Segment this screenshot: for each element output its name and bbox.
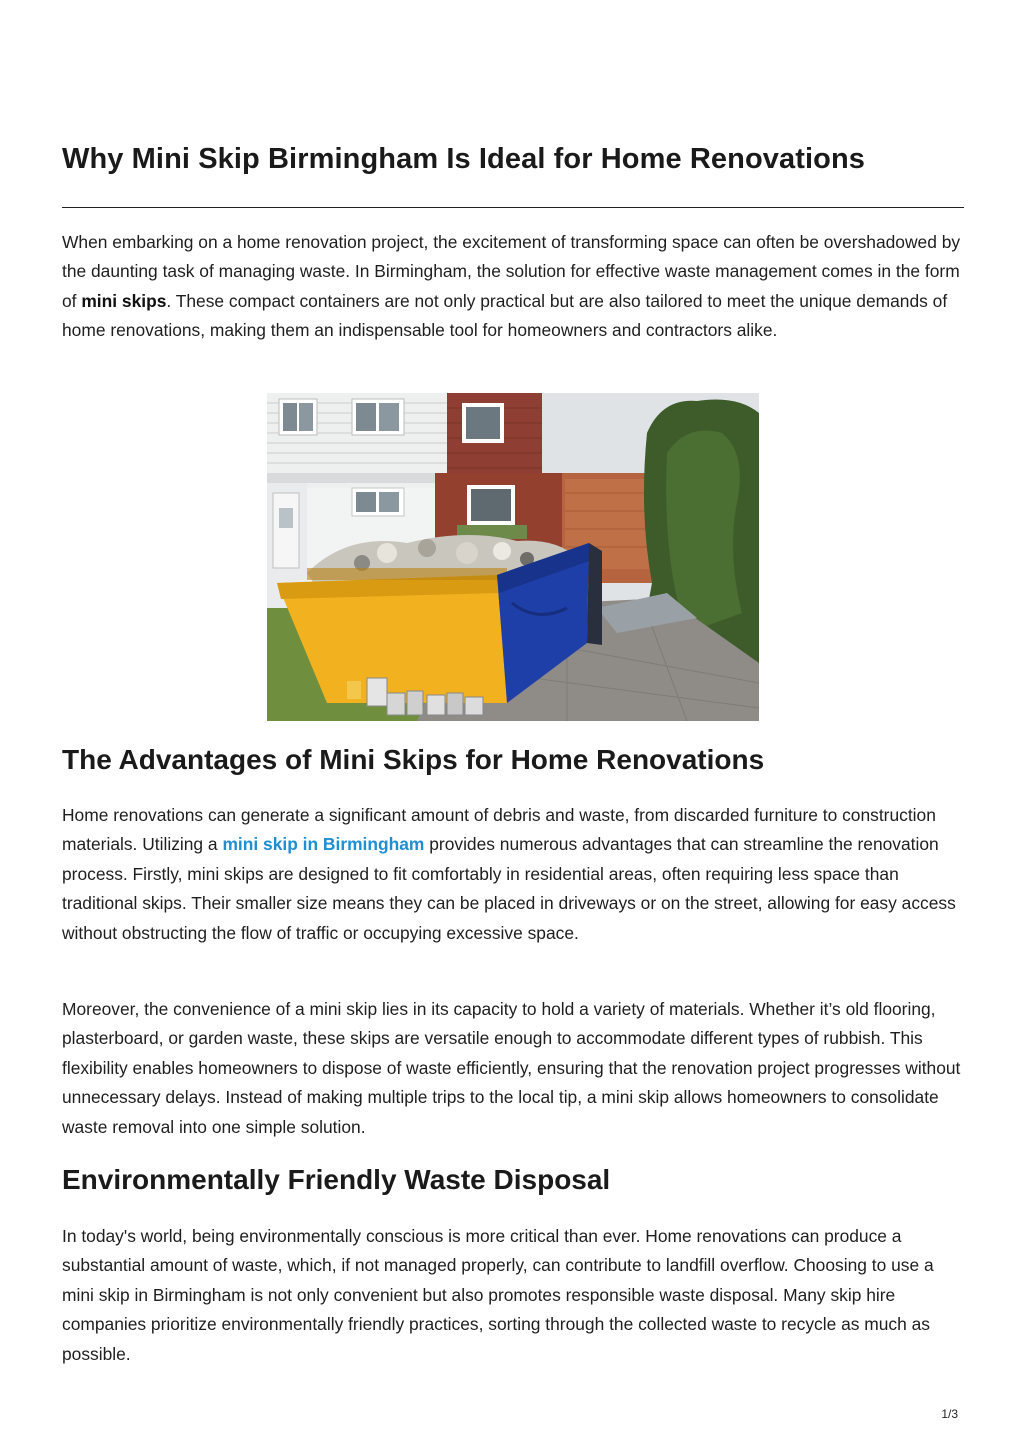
environment-paragraph: In today's world, being environmentally conscious is more critical than ever. Home renovations can produce a substantial amount of waste, which, if not managed properly, can contribute to landfill overflow. Choosing to use a mini skip in Birmingham is not only convenient but also promotes responsible waste disposal. Many skip hire companies prioritize environmentally friendly practices, sorting through the collected waste to recycle as much as possible. — [62, 1226, 934, 1364]
intro-block — [62, 228, 964, 346]
intro-text-start: When embarking on a home renovation project, the excitement of transforming space can often be overshadowed by the daunting task of managing waste. In Birmingham, the solution for effective waste management comes in the form of — [62, 232, 961, 311]
advantages-paragraph-1 — [62, 801, 964, 948]
intro-bold-mini-skips: mini skips — [81, 290, 167, 311]
advantages-paragraph-1-block — [62, 801, 964, 948]
intro-paragraph — [62, 228, 964, 346]
advantages-paragraph-2: Moreover, the convenience of a mini skip lies in its capacity to hold a variety of materials. Whether it’s old flooring, plasterboard, or garden waste, these skips are versatile enough to accommodate different types of rubbish. This flexibility enables homeowners to dispose of waste efficiently, ensuring that the renovation project progresses without unnecessary delays. Instead of making multiple trips to the local tip, a mini skip allows homeowners to consolidate waste removal into one simple solution. — [62, 999, 961, 1137]
intro-text-end: . These compact containers are not only practical but are also tailored to meet the unique demands of home renovations, making them an indispensable tool for homeowners and contractors alike. — [62, 290, 948, 341]
section-heading-advantages: The Advantages of Mini Skips for Home Renovations — [62, 744, 765, 775]
title-divider — [62, 207, 964, 208]
section-heading-environment: Environmentally Friendly Waste Disposal — [62, 1164, 611, 1195]
environment-paragraph-block — [62, 1222, 964, 1369]
advantages-paragraph-2-block — [62, 995, 964, 1142]
advantages-text-start: Home renovations can generate a significant amount of debris and waste, from discarded furniture to construction materials. Utilizing a — [62, 805, 936, 855]
mini-skip-birmingham-link[interactable]: mini skip in Birmingham — [222, 834, 425, 855]
page-title: Why Mini Skip Birmingham Is Ideal for Home Renovations — [62, 143, 866, 175]
skip-photo — [267, 393, 759, 721]
page-number: 1/3 — [941, 1407, 958, 1421]
advantages-text-end: provides numerous advantages that can streamline the renovation process. Firstly, mini skips are designed to fit comfortably in residential areas, often requiring less space than traditional skips. Their smaller size means they can be placed in driveways or on the street, allowing for easy access without obstructing the flow of traffic or occupying excessive space. — [62, 834, 956, 943]
